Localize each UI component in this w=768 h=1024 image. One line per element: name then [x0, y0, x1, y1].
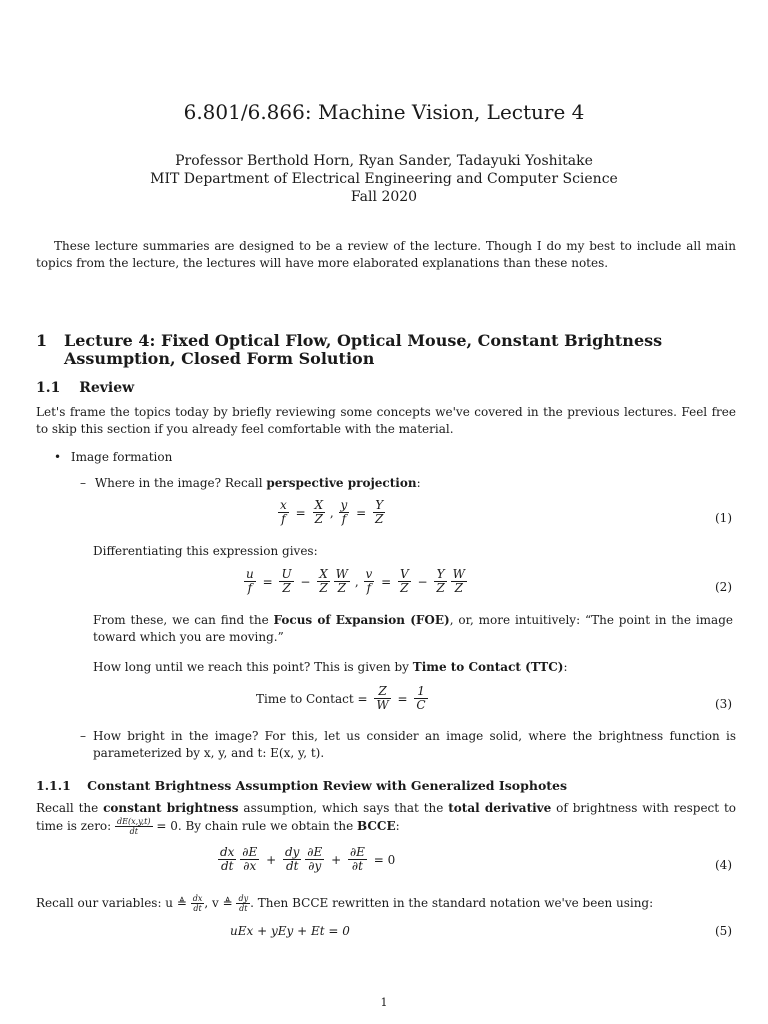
subsubsection-number: 1.1.1: [36, 778, 71, 793]
differentiating-text: Differentiating this expression gives:: [93, 544, 318, 558]
variables-paragraph: Recall our variables: u ≜ $\frac{dx}{dt}$ , v ≜ $\frac{dy}{dt}$ . Then BCCE rewritten in the standard notation we've been using:: [36, 894, 654, 913]
equation-number: (4): [715, 858, 732, 872]
dash-text: How bright in the image? For this, let us consider an image solid, where the brightness function is parameterized by x, y, and t: E(x, y, t).: [93, 729, 736, 760]
subsection-1-1-heading: [36, 380, 134, 396]
equation-number: (1): [715, 511, 732, 525]
frac: $\frac{y}{f}$: [340, 498, 348, 526]
section-1-heading: [36, 332, 736, 368]
dash-item-perspective: [80, 476, 421, 490]
frac: $\frac{X}{Z}$: [314, 498, 324, 526]
bullet-item: [54, 450, 172, 464]
equation-number: (5): [715, 924, 732, 938]
section-title: Lecture 4: Fixed Optical Flow, Optical Mouse, Constant Brightness Assumption, Closed Form Solution: [64, 331, 663, 368]
cba-paragraph: Recall the constant brightness assumption, which says that the total derivative of brightness with respect to time is zero: $\frac{dE(x,y,t)}{dt}$ = 0. By chain rule we obtain the BCCE:: [36, 801, 737, 836]
frac: $\frac{dE(x,y,t)}{dt}$: [117, 817, 151, 836]
foe-paragraph: From these, we can find the Focus of Expansion (FOE), or, more intuitively: “The point in the image toward which you are moving.”: [93, 613, 733, 644]
subsubsection-1-1-1-heading: [36, 778, 567, 793]
equation-3: Time to Contact = $\frac{Z}{W}$ = $\frac{1}{C}$: [256, 684, 426, 712]
author-names: Professor Berthold Horn, Ryan Sander, Tadayuki Yoshitake: [175, 153, 593, 169]
page-number: 1: [380, 996, 388, 1009]
dash-icon: –: [80, 476, 86, 490]
subsection-title: Review: [79, 380, 135, 396]
paper-title: 6.801/6.866: Machine Vision, Lecture 4: [183, 100, 585, 124]
frac: $\frac{x}{f}$: [280, 498, 287, 526]
dash-text: Where in the image? Recall: [94, 476, 267, 490]
subsubsection-title: Constant Brightness Assumption Review with Generalized Isophotes: [87, 778, 568, 793]
equation-5: uEx + yEy + Et = 0: [230, 924, 350, 938]
bullet-text: Image formation: [70, 450, 173, 464]
equation-number: (2): [715, 580, 732, 594]
equation-1: $\frac{x}{f}$ = $\frac{X}{Z}$ , $\frac{y}{f}$ = $\frac{Y}{Z}$: [280, 498, 384, 526]
term: Fall 2020: [350, 189, 418, 205]
dash-icon: –: [80, 729, 86, 743]
review-paragraph: Let's frame the topics today by briefly reviewing some concepts we've covered in the previous lectures. Feel free to skip this section if you already feel comfortable with the material.: [36, 405, 736, 436]
dash-item-brightness: [80, 728, 736, 762]
author-block: [0, 152, 768, 206]
dash-suffix: :: [416, 476, 421, 490]
ttc-paragraph: How long until we reach this point? This is given by Time to Contact (TTC):: [93, 660, 568, 674]
equation-number: (3): [715, 697, 732, 711]
subsection-number: 1.1: [36, 380, 61, 396]
bullet-icon: •: [54, 450, 62, 464]
author-affiliation: MIT Department of Electrical Engineering and Computer Science: [150, 171, 618, 187]
dash-bold: perspective projection: [266, 476, 417, 490]
section-number: 1: [36, 331, 48, 350]
equation-4: $\frac{dx}{dt}$ $\frac{\partial E}{\partial x}$ + $\frac{dy}{dt}$ $\frac{\partial E}{\partial y}$ + $\frac{\partial E}{\partial t}$ = 0: [220, 845, 396, 873]
frac: $\frac{Y}{Z}$: [375, 498, 384, 526]
equation-2: $\frac{u}{f}$ = $\frac{U}{Z}$ − $\frac{X}{Z}$ $\frac{W}{Z}$ , $\frac{v}{f}$ = $\frac{V}{Z}$ − $\frac{Y}{Z}$ $\frac{W}{Z}$: [246, 567, 465, 595]
intro-paragraph: These lecture summaries are designed to be a review of the lecture. Though I do my best to include all main topics from the lecture, the lectures will have more elaborated explanations than these notes.: [36, 239, 736, 270]
